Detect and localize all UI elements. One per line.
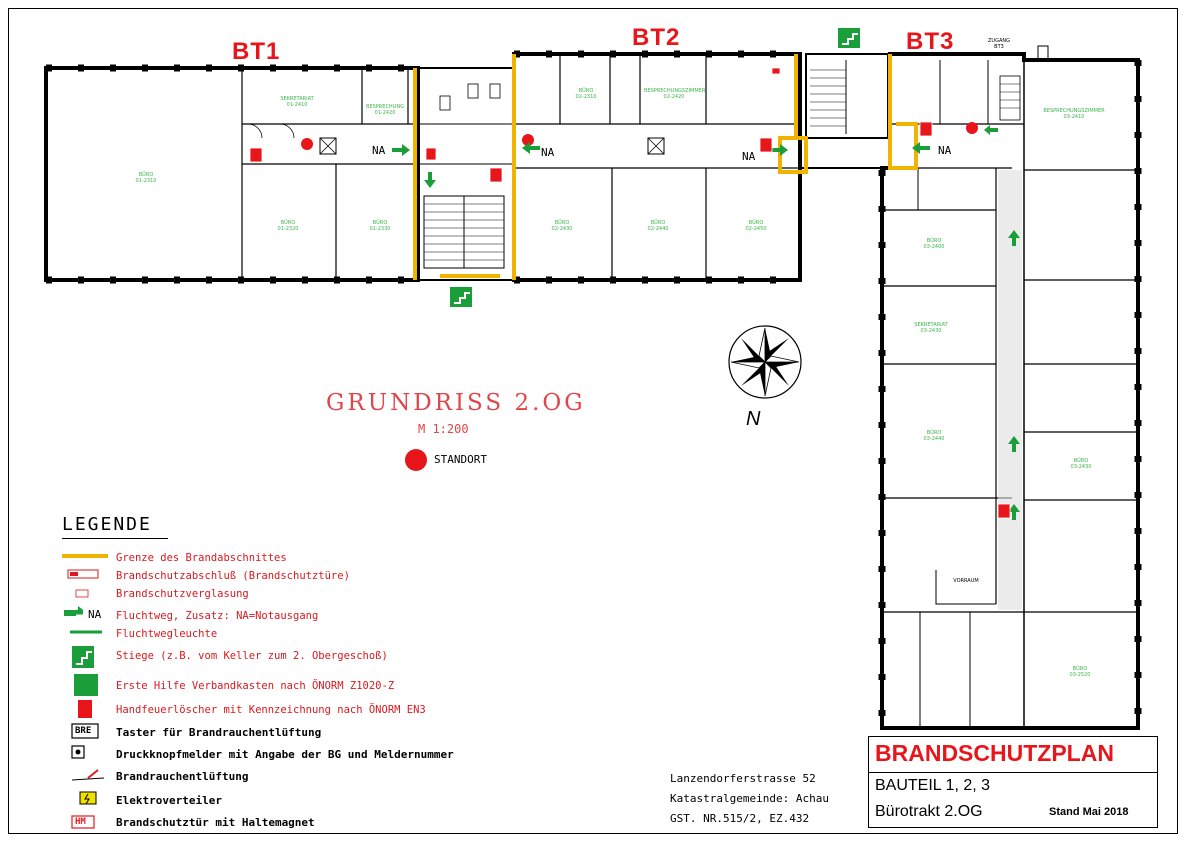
legend-item-8: Handfeuerlöscher mit Kennzeichnung nach ÖNORM EN3	[116, 704, 426, 716]
room-bt1-3: BÜRO 01-2320	[277, 220, 299, 232]
room-bt3-3: BÜRO 03-2440	[923, 430, 945, 442]
section-bt2-label: BT2	[632, 24, 681, 51]
address-gst: GST. NR.515/2, EZ.432	[670, 812, 810, 825]
room-bt3-1: BESPRECHUNGSZIMMER 03-2410	[1043, 108, 1105, 120]
title-block	[868, 736, 1158, 828]
room-bt1-5: BÜRO 01-2310	[135, 172, 157, 184]
legend-hm-symbol: HM	[75, 817, 86, 827]
room-bt3-6: VORRAUM	[953, 578, 979, 584]
legend-bold-item-4: Elektroverteiler	[116, 794, 222, 807]
title-block-trakt: Bürotrakt 2.OG	[875, 803, 983, 820]
zugang-sub: BT3	[994, 44, 1004, 50]
legend-item-1: Grenze des Brandabschnittes	[116, 552, 287, 564]
plan-title: GRUNDRISS 2.OG	[326, 390, 586, 416]
section-bt3-label: BT3	[906, 28, 955, 55]
address-street: Lanzendorferstrasse 52	[670, 772, 816, 785]
legend-item-4: Fluchtweg, Zusatz: NA=Notausgang	[116, 610, 319, 622]
title-block-bauteil: BAUTEIL 1, 2, 3	[875, 777, 991, 794]
room-bt1-1: SEKRETARIAT 01-2410	[280, 96, 314, 108]
plan-scale: M 1:200	[418, 422, 469, 436]
room-bt2-1: BÜRO 02-2310	[575, 88, 597, 100]
legend-item-7: Erste Hilfe Verbandkasten nach ÖNORM Z1020-Z	[116, 680, 395, 692]
legend-bold-item-2: Druckknopfmelder mit Angabe der BG und Meldernummer	[116, 748, 454, 761]
standort-label: STANDORT	[434, 453, 487, 466]
title-block-title: BRANDSCHUTZPLAN	[869, 737, 1157, 773]
standort-markers	[301, 122, 978, 471]
section-bt1-label: BT1	[232, 38, 281, 65]
na-label-1: NA	[372, 144, 386, 157]
room-bt3-2: BÜRO 03-2400	[923, 238, 945, 250]
legend-item-6: Stiege (z.B. vom Keller zum 2. Obergeschoß)	[116, 650, 388, 662]
address-community: Katastralgemeinde: Achau	[670, 792, 829, 805]
room-bt2-5: BÜRO 02-2450	[745, 220, 767, 232]
legend-title: LEGENDE	[62, 514, 152, 535]
legend-na-label: NA	[88, 608, 102, 621]
title-block-stand: Stand Mai 2018	[1049, 806, 1129, 818]
building-bt1	[46, 68, 418, 280]
room-bt1-2: BESPRECHUNG 01-2420	[366, 104, 404, 116]
legend-item-5: Fluchtwegleuchte	[116, 628, 218, 640]
legend-bold-item-5: Brandschutztür mit Haltemagnet	[116, 816, 315, 829]
room-bt2-3: BÜRO 02-2430	[551, 220, 573, 232]
zugang-text: ZUGANG	[988, 38, 1010, 44]
legend-underline	[62, 538, 168, 539]
room-bt2-2: BESPRECHUNGSZIMMER 02-2420	[644, 88, 706, 100]
room-bt1-4: BÜRO 01-2330	[369, 220, 391, 232]
legend-bold-item-3: Brandrauchentlüftung	[116, 770, 249, 783]
na-label-4: NA	[938, 144, 952, 157]
stairwell-2	[800, 54, 890, 168]
fire-extinguishers	[250, 68, 1010, 518]
room-bt3-7: BÜRO 03-2520	[1069, 666, 1091, 678]
legend-item-3: Brandschutzverglasung	[116, 588, 249, 600]
compass-rose	[729, 326, 801, 398]
legend-bold-item-1: Taster für Brandrauchentlüftung	[116, 726, 322, 739]
legend-symbols	[62, 556, 108, 828]
north-label: N	[746, 408, 761, 430]
room-bt2-4: BÜRO 02-2440	[647, 220, 669, 232]
na-label-3: NA	[742, 150, 756, 163]
legend-item-2: Brandschutzabschluß (Brandschutztüre)	[116, 570, 350, 582]
room-bt3-5: BÜRO 03-2430	[1070, 458, 1092, 470]
room-bt3-4: SEKRETARIAT 03-2430	[914, 322, 948, 334]
legend-bre-symbol: BRE	[75, 726, 92, 736]
zugang-label	[988, 38, 1010, 50]
na-label-2: NA	[541, 146, 555, 159]
